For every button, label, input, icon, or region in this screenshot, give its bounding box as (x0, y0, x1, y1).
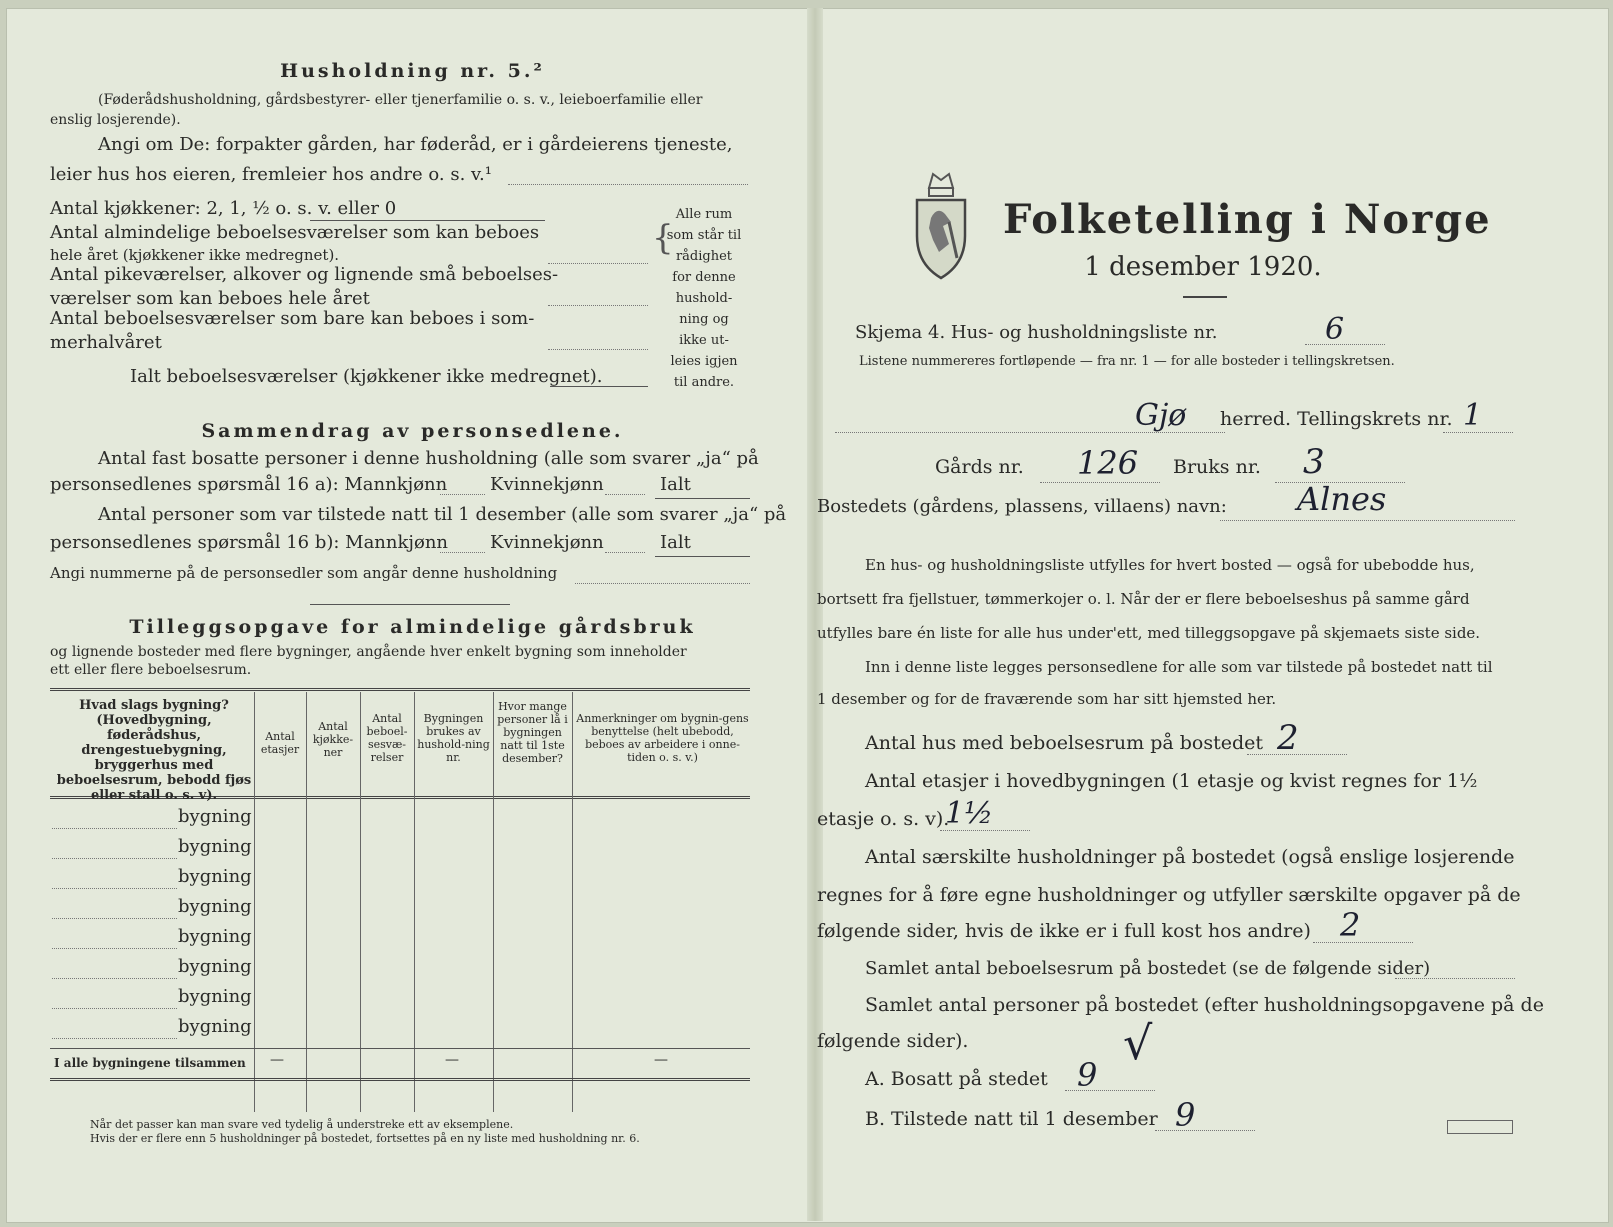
bosatt-value: 9 (1077, 1056, 1098, 1094)
tilstede-value: 9 (1175, 1096, 1196, 1134)
table-row: bygning (178, 956, 252, 977)
summary-line-2: personsedlenes spørsmål 16 a): Mannkjønn (50, 474, 448, 495)
norway-coat-of-arms-icon (911, 166, 971, 286)
col-household: Bygningen brukes av hushold-ning nr. (417, 712, 490, 764)
table-row: bygning (178, 866, 252, 887)
rooms-line-4: værelser som kan beboes hele året (50, 288, 370, 309)
col-rooms: Antal beboel-sesvæ-relser (366, 712, 408, 764)
rooms-line-2: hele året (kjøkkener ikke medregnet). (50, 246, 340, 264)
table-total-label: I alle bygningene tilsammen (54, 1056, 246, 1070)
table-row: bygning (178, 896, 252, 917)
skjema-line: Skjema 4. Hus- og husholdningsliste nr. (855, 322, 1218, 343)
bosted-label: Bostedets (gårdens, plassens, villaens) navn: (817, 496, 1227, 517)
rooms-line-1: Antal almindelige beboelsesværelser som kan beboes (50, 222, 540, 243)
table-row: bygning (178, 1016, 252, 1037)
list-number-value: 6 (1325, 312, 1345, 347)
q-households-2: regnes for å føre egne husholdninger og utfyller særskilte opgaver på de (817, 884, 1521, 906)
bruks-value: 3 (1303, 442, 1325, 482)
col-kitchens: Antal kjøkke-ner (312, 720, 354, 759)
col-persons: Hvor mange personer lå i bygningen natt til 1ste desember? (497, 700, 568, 765)
col-remarks: Anmerkninger om bygnin-gens benyttelse (helt ubebodd, beboes av arbeidere i onne-tiden o. s. v.) (576, 712, 749, 764)
bruks-label: Bruks nr. (1173, 456, 1261, 478)
supplement-line-2: ett eller flere beboelsesrum. (50, 662, 252, 678)
gards-label: Gårds nr. (935, 456, 1024, 478)
krets-value: 1 (1463, 398, 1483, 433)
check-mark: √ (1123, 1016, 1153, 1070)
census-date: 1 desember 1920. (1084, 252, 1322, 282)
table-row: bygning (178, 806, 252, 827)
q-floors-2: etasje o. s. v). (817, 808, 950, 830)
bosatt-label: A. Bosatt på stedet (865, 1068, 1048, 1090)
q-households-value: 2 (1340, 906, 1361, 944)
bracket-note: Alle rum som står til rådighet for denne hushold- ning og ikke ut- leies igjen til andre. (666, 207, 742, 390)
col-floors: Antal etasjer (260, 730, 300, 756)
rooms-line-3: Antal pikeværelser, alkover og lignende små beboelses- (50, 264, 559, 285)
summary-line-3: Antal personer som var tilstede natt til 1 desember (alle som svarer „ja“ på (98, 504, 787, 525)
bosted-value: Alnes (1297, 480, 1387, 518)
rooms-line-6: merhalvåret (50, 332, 162, 353)
summary-numbers: Angi nummerne på de personsedler som angår denne husholdning (50, 564, 558, 582)
numbering-note: Listene nummereres fortløpende — fra nr. 1 — for alle bosteder i tellingskretsen. (859, 354, 1395, 369)
col-building-type: Hvad slags bygning? (Hovedbygning, føderådshus, drengestuebygning, bryggerhus med beboelsesrum, bebodd fjøs eller stall o. s. v). (56, 698, 252, 803)
right-page (817, 8, 1575, 1221)
household-title: Husholdning nr. 5.² (280, 60, 545, 82)
q-floors-value: 1½ (945, 796, 994, 831)
herred-label: herred. Tellingskrets nr. (1220, 408, 1453, 430)
kitchens-field: Antal kjøkkener: 2, 1, ½ o. s. v. eller 0 (50, 198, 397, 219)
summary-line-4: personsedlenes spørsmål 16 b): Mannkjønn (50, 532, 449, 553)
printer-stamp (1447, 1120, 1513, 1134)
footnote-1: Når det passer kan man svare ved tydelig å understreke ett av eksemplene. (90, 1118, 514, 1131)
info-line-2: bortsett fra fjellstuer, tømmerkojer o. l. Når der er flere beboelseshus på samme gård (817, 590, 1470, 608)
supplement-title: Tilleggsopgave for almindelige gårdsbruk (129, 616, 696, 638)
summary-title: Sammendrag av personsedlene. (201, 420, 624, 442)
q-persons-1: Samlet antal personer på bostedet (efter husholdningsopgavene på de (865, 994, 1544, 1016)
gards-value: 126 (1077, 444, 1139, 482)
q-households-1: Antal særskilte husholdninger på bostedet (også enslige losjerende (865, 846, 1515, 868)
q-households-3: følgende sider, hvis de ikke er i full kost hos andre) (817, 920, 1311, 942)
rooms-line-5: Antal beboelsesværelser som bare kan beboes i som- (50, 308, 535, 329)
table-row: bygning (178, 986, 252, 1007)
info-line-5: 1 desember og for de fraværende som har sitt hjemsted her. (817, 690, 1277, 708)
info-line-3: utfylles bare én liste for alle hus under'ett, med tilleggsopgave på skjemaets siste side. (817, 624, 1481, 642)
summary-line-1: Antal fast bosatte personer i denne husholdning (alle som svarer „ja“ på (98, 448, 759, 469)
q-persons-2: følgende sider). (817, 1030, 969, 1052)
tilstede-label: B. Tilstede natt til 1 desember (865, 1108, 1158, 1130)
info-line-4: Inn i denne liste legges personsedlene for alle som var tilstede på bostedet natt til (865, 658, 1493, 676)
table-row: bygning (178, 926, 252, 947)
info-line-1: En hus- og husholdningsliste utfylles for hvert bosted — også for ubebodde hus, (865, 556, 1475, 574)
intro-line-1: (Føderådshusholdning, gårdsbestyrer- eller tjenerfamilie o. s. v., leieboerfamilie eller (98, 92, 703, 108)
table-row: bygning (178, 836, 252, 857)
q-houses: Antal hus med beboelsesrum på bostedet (865, 732, 1264, 754)
rooms-total: Ialt beboelsesværelser (kjøkkener ikke medregnet). (130, 366, 603, 387)
q-floors-1: Antal etasjer i hovedbygningen (1 etasje og kvist regnes for 1½ (865, 770, 1478, 792)
intro-line-2: enslig losjerende). (50, 112, 181, 128)
left-page: Husholdning nr. 5.² (Føderådshusholdning, gårdsbestyrer- eller tjenerfamilie o. s. v., leieboerfamilie eller enslig losjerende). Angi om De: forpakter gården, har føderåd, er i gårdeierens tjeneste, leier hus hos eieren, fremleier hos andre o. s. v.¹ Antal kjøkkener: 2, 1, ½ o. s. v. eller 0 Antal almindelige beboelsesværelser som kan beboes hele året (kjøkkener ikke medregnet). Antal pikeværelser, alkover og lignende små beboelses- værelser som kan beboes hele året Antal beboelsesværelser som bare kan beboes i som- merhalvåret Ialt beboelsesværelser (kjøkkener ikke medregnet). { Alle rum som står til rådighet for denne hushold- ning og ikke ut- leies igjen til andre. Sammendrag av personsedlene. Antal fast bosatte personer i denne husholdning (alle som svarer „ja“ på personsedlenes spørsmål 16 a): Mannkjønn Kvinnekjønn Ialt Antal personer som var tilstede natt til 1 desember (alle som svarer „ja“ på personsedlenes spørsmål 16 b): Mannkjønn Kvinnekjønn Ialt Angi nummerne på de personsedler som angår denne husholdning Tilleggsopgave for almindelige gårdsbruk og lignende bosteder med flere bygninger, angående hver enkelt bygning som inneholder ett eller flere beboelsesrum. Hvad slags bygning? (Hovedbygning, føderådshus, drengestuebygning, bryggerhus med beboelsesrum, bebodd fjøs eller stall o. s. v). Antal etasjer Antal kjøkke-ner Antal beboel-sesvæ-relser Bygningen brukes av hushold-ning nr. Hvor mange personer lå i bygningen natt til 1ste desember? Anmerkninger om bygnin-gens benyttelse (helt ubebodd, beboes av arbeidere i onne-tiden o. s. v.) bygning bygning bygning bygning bygning bygning bygning bygning I alle bygningene tilsammen — — — Når det passer kan man svare ved tydelig å understreke ett av eksemplene. Hvis der er flere enn 5 husholdninger på bostedet, fortsettes på en ny liste med husholdning nr. 6. (40, 8, 785, 1221)
q-houses-value: 2 (1277, 718, 1299, 758)
census-title: Folketelling i Norge (1003, 196, 1492, 243)
footnote-2: Hvis der er flere enn 5 husholdninger på bostedet, fortsettes på en ny liste med husholdning nr. 6. (90, 1132, 640, 1145)
supplement-line-1: og lignende bosteder med flere bygninger, angående hver enkelt bygning som inneholder (50, 644, 687, 660)
herred-value: Gjø (1135, 398, 1187, 433)
angi-line-2: leier hus hos eieren, fremleier hos andre o. s. v.¹ (50, 164, 492, 185)
angi-line-1: Angi om De: forpakter gården, har føderåd, er i gårdeierens tjeneste, (98, 134, 733, 155)
q-total-rooms: Samlet antal beboelsesrum på bostedet (se de følgende sider) (865, 958, 1431, 979)
